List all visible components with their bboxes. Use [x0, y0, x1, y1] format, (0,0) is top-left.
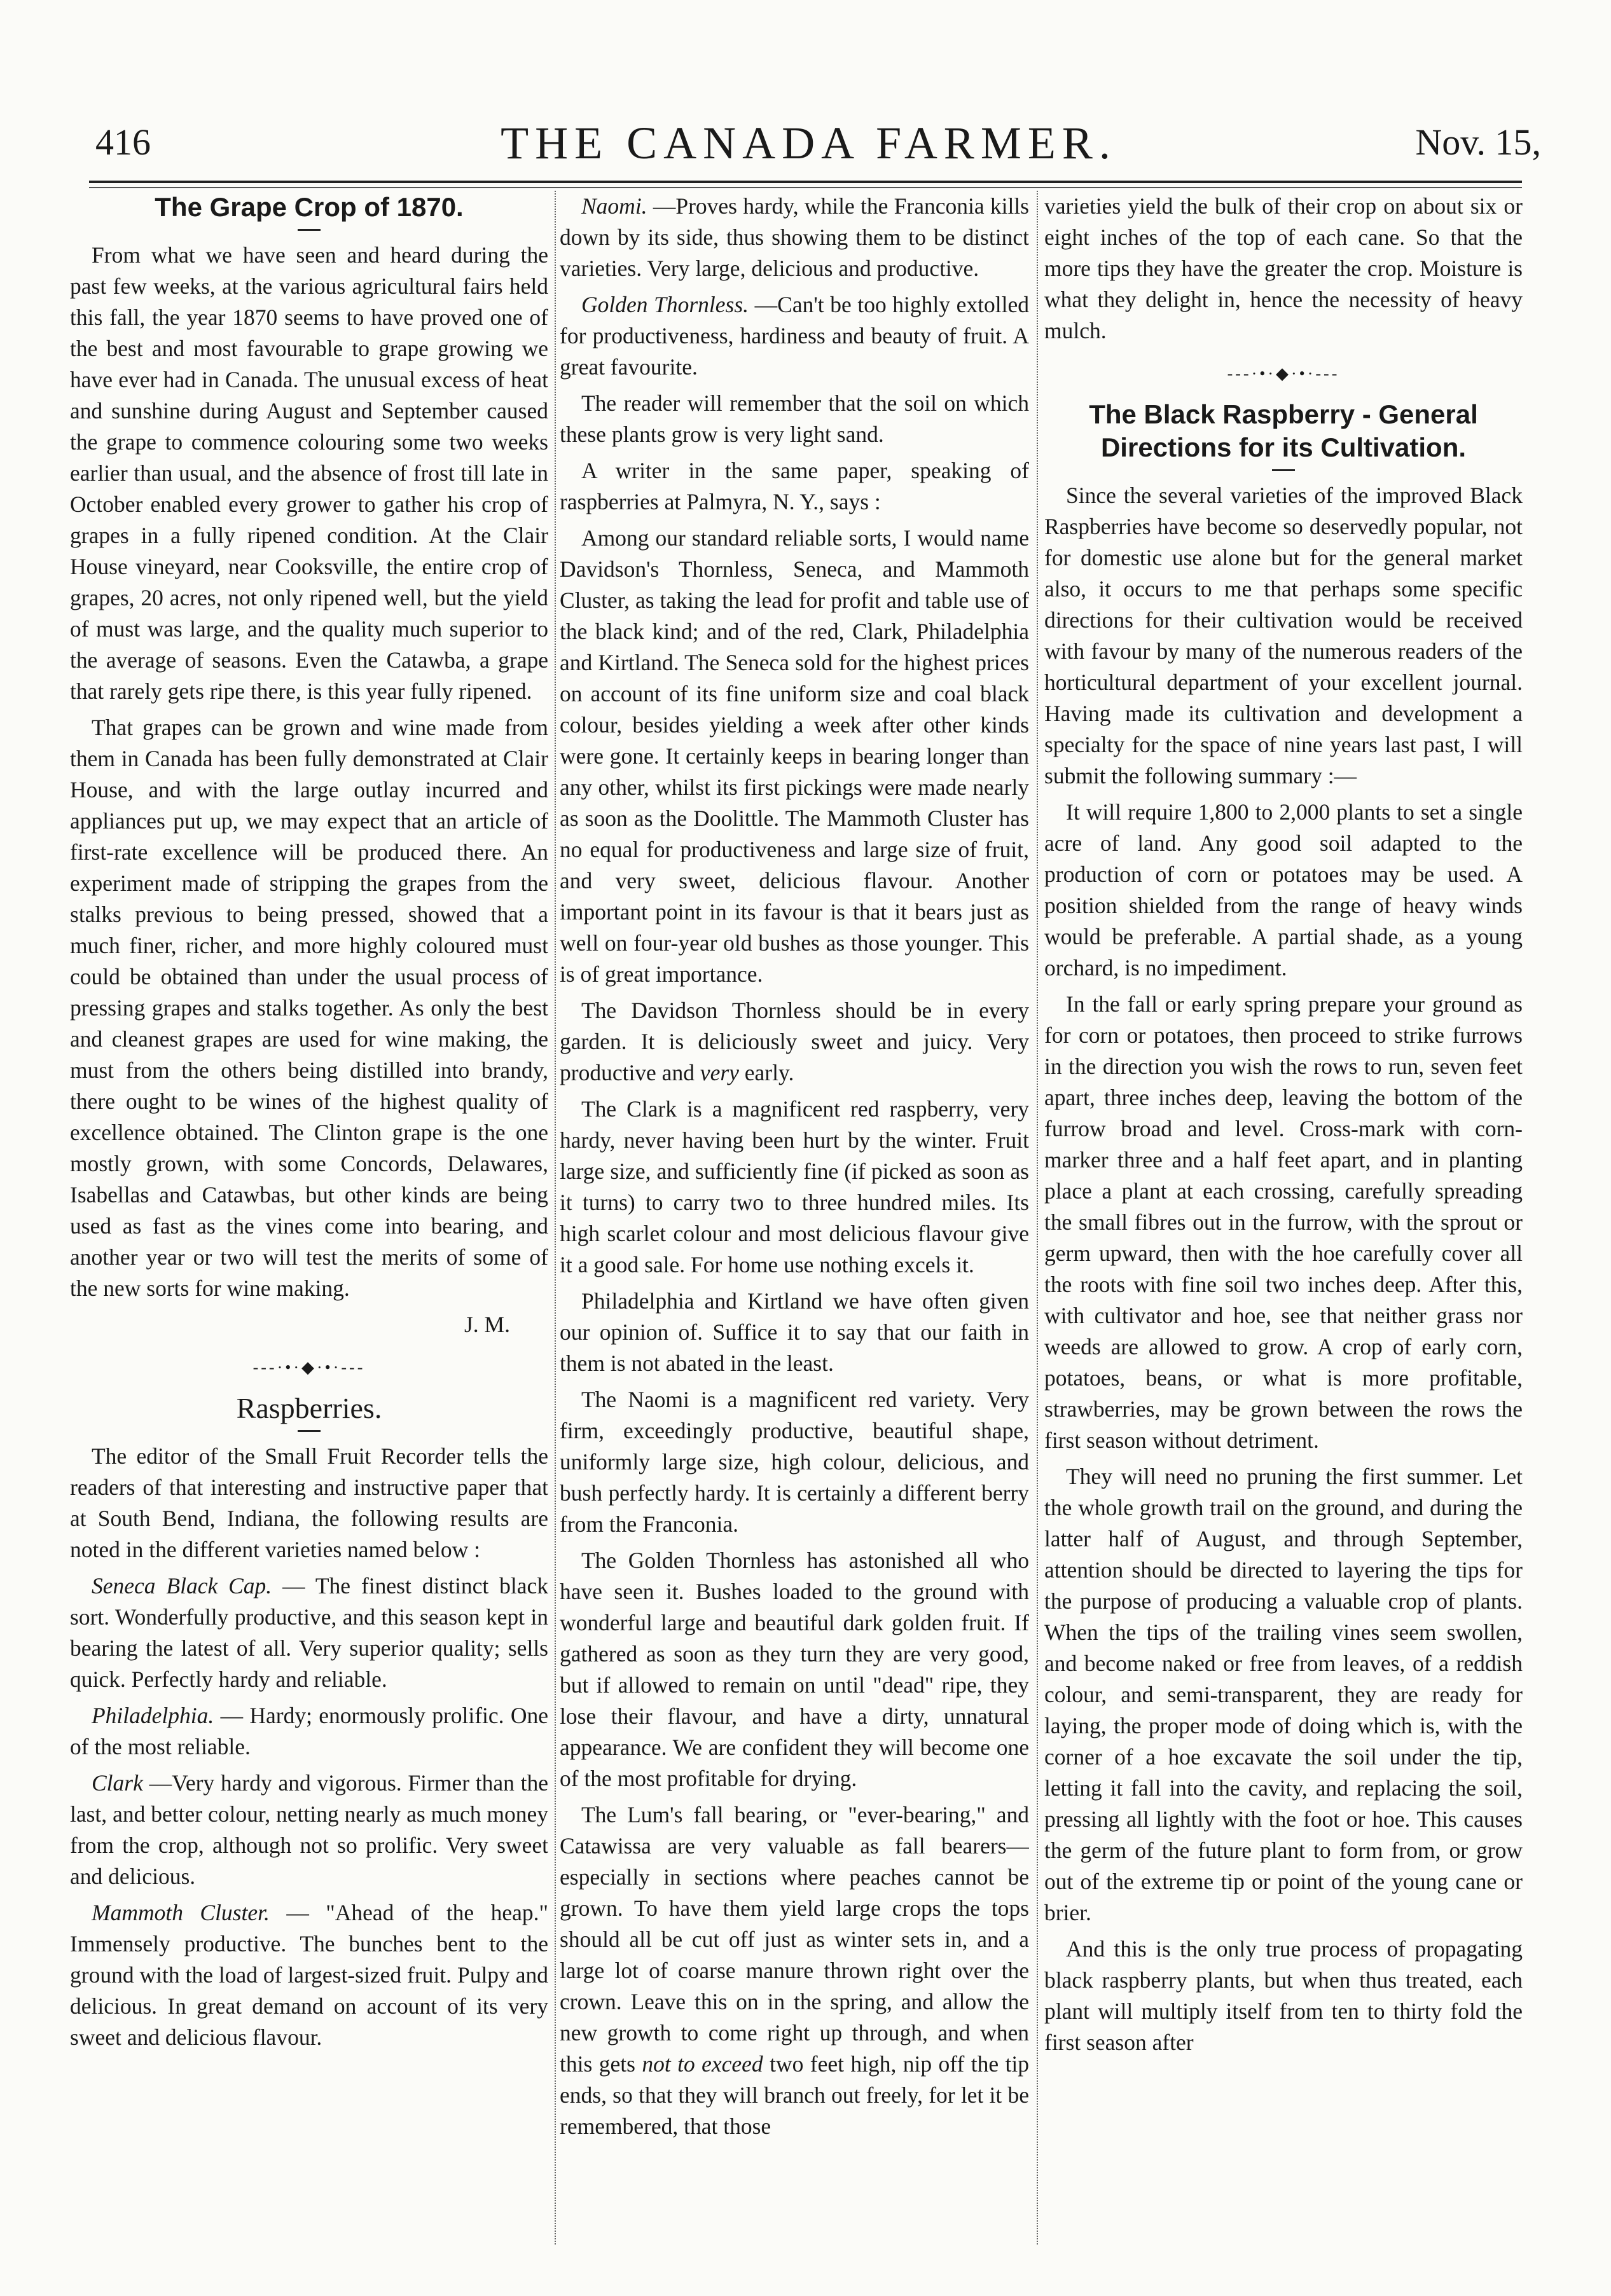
page-number: 416 — [95, 121, 151, 163]
paragraph: The reader will remember that the soil on which these plants grow is very light sand. — [560, 390, 1029, 447]
quoted-paragraph: Among our standard reliable sorts, I would name Davidson's Thornless, Seneca, and Mammoth Cluster, as taking the lead for profit and table use of the black kind; and of the red, Clark, Philadelphia and Kirtland. The Seneca sold for the highest prices on account of its fine uniform size and coal black colour, besides yielding a week after other kinds were gone. It certainly keeps in bearing longer than any other, whilst its first pickings were made nearly as soon as the Doolittle. The Mammoth Cluster has no equal for productiveness and large size of fruit, and very sweet, delicious flavour. Another important point in its favour is that it bears just as well on four-year old bushes as those younger. This is of great importance. — [560, 525, 1029, 987]
article-heading-grape-crop: The Grape Crop of 1870. — [155, 192, 464, 222]
column-divider — [555, 191, 556, 2244]
variety-text: — "Ahead of the heap." Immensely productive. The bunches bent to the ground with the load of largest-sized fruit. Pulpy and delicious. In great demand on account of its very sweet and delicious flavour. — [70, 1900, 548, 2050]
variety-name: Philadelphia. — [92, 1703, 214, 1728]
variety-name: Seneca Black Cap. — [92, 1573, 272, 1598]
paragraph: They will need no pruning the first summer. Let the whole growth trail on the ground, and during the latter half of August, and through September, attention should be directed to layering the tips for the purpose of producing a valuable crop of plants. When the tips of the trailing vines seem swollen, and become naked or free from leaves, of a reddish colour, and semi-transparent, they are ready for laying, the proper mode of doing which is, with the corner of a hoe excavate the soil under the tip, letting it fall into the cavity, and replacing the soil, pressing all lightly with the foot or hoe. This causes the germ of the future plant to form from, or grow out of the extreme tip or point of the young cane or brier. — [1044, 1464, 1523, 1925]
masthead-rule-thin — [89, 187, 1522, 188]
variety-name: Clark — [92, 1770, 143, 1796]
variety-text: —Can't be too highly extolled for productiveness, hardiness and beauty of fruit. A great favourite. — [560, 292, 1029, 380]
paragraph: In the fall or early spring prepare your ground as for corn or potatoes, then proceed to strike furrows in the direction you wish the rows to run, seven feet apart, three inches deep, leaving the bottom of the furrow broad and level. Cross-mark with corn-marker three and a half feet apart, and in planting place a plant at each crossing, carefully spreading the small fibres out in the furrow, with the sprout or germ upward, then with the hoe carefully cover all the roots with fine soil two inches deep. After this, with cultivator and hoe, see that neither grass nor weeds are allowed to grow. A crop of early corn, potatoes, beans, or what is more profitable, strawberries, may be grown between the rows the first season without detriment. — [1044, 991, 1523, 1453]
section-ornament: ---·•·◆·•·--- — [252, 1358, 366, 1377]
column-3 — [1044, 191, 1523, 2257]
variety-entry — [560, 289, 1029, 383]
paragraph: Since the several varieties of the improved Black Raspberries have become so deservedly popular, not for domestic use alone but for the general market also, it occurs to me that perhaps some specific directions for their cultivation would be received with favour by many of the numerous readers of the horticultural department of your excellent journal. Having made its cultivation and development a specialty for the space of nine years last past, I will submit the following summary :— — [1044, 483, 1523, 788]
text: The Lum's fall bearing, or "ever-bearing," and Catawissa are very valuable as fall bearers—especially in sections where peaches cannot be grown. To have them yield large crops the tops should all be cut off just as winter sets in, and a large lot of coarse manure thrown right over the crown. Leave this on in the spring, and allow the new growth to come right up through, and when this gets — [560, 1802, 1029, 2077]
text: two feet high, nip off the tip ends, so that they will branch out freely, for let it be remembered, that those — [560, 2051, 1029, 2139]
variety-entry — [560, 191, 1029, 284]
paragraph: That grapes can be grown and wine made from them in Canada has been fully demonstrated at Clair House, and with the large outlay incurred and appliances put up, we may expect that an article of first-rate excellence will be produced there. An experiment made of stripping the grapes from the stalks previous to being pressed, showed that a much finer, richer, and more highly coloured must could be obtained than under the usual process of pressing grapes and stalks together. As only the best and cleanest grapes are used for wine making, the must from the others being distilled into brandy, there ought to be wines of the highest quality of excellence obtained. The Clinton grape is the one mostly grown, with some Concords, Delawares, Isabellas and Catawbas, but other kinds are being used as fast as the vines come into bearing, and another year or two will test the merits of some of the new sorts for wine making. — [70, 715, 548, 1301]
paragraph: It will require 1,800 to 2,000 plants to set a single acre of land. Any good soil adapted to the production of corn or potatoes may be used. A position shielded from the range of heavy winds would be preferable. A partial shade, as a young orchard, is no impediment. — [1044, 799, 1523, 980]
variety-text: —Very hardy and vigorous. Firmer than the last, and better colour, netting nearly as much money from the crop, although not so prolific. Very sweet and delicious. — [70, 1770, 548, 1889]
variety-text: — Hardy; enormously prolific. One of the most reliable. — [70, 1703, 548, 1759]
article-heading-raspberries: Raspberries. — [236, 1392, 382, 1424]
masthead — [76, 108, 1541, 178]
paragraph — [560, 995, 1029, 1089]
newspaper-title: THE CANADA FARMER. — [501, 118, 1117, 168]
variety-entry — [70, 1897, 548, 2053]
variety-entry — [70, 1571, 548, 1695]
column-1 — [70, 191, 548, 2257]
column-2 — [560, 191, 1029, 2257]
emphasis: very — [700, 1060, 739, 1085]
issue-date: Nov. 15, — [1415, 121, 1541, 163]
heading-dash — [1272, 469, 1295, 471]
paragraph: From what we have seen and heard during the past few weeks, at the various agricultural fairs held this fall, the year 1870 seems to have proved one of the best and most favourable to grape growing we have ever had in Canada. The unusual excess of heat and sunshine during August and September caused the grape to commence colouring some two weeks earlier than usual, and the absence of frost till late in October enabled every grower to gather his crop of grapes in a fully ripened condition. At the Clair House vineyard, near Cooksville, the entire crop of grapes, 20 acres, not only ripened well, but the yield of must was large, and the quality much superior to the average of seasons. Even the Catawba, a grape that rarely gets ripe there, is this year fully ripened. — [70, 242, 548, 704]
variety-name: Mammoth Cluster. — [92, 1900, 270, 1925]
paragraph: The Clark is a magnificent red raspberry, very hardy, never having been hurt by the winter. Fruit large size, and sufficiently fine (if picked as soon as it turns) to carry two to three hundred miles. Its high scarlet colour and most delicious flavour give it a good sale. For home use nothing excels it. — [560, 1096, 1029, 1277]
text: early. — [738, 1060, 794, 1085]
text: The Davidson Thornless should be in every garden. It is deliciously sweet and juicy. Very productive and — [560, 998, 1029, 1085]
paragraph: The Naomi is a magnificent red variety. Very firm, exceedingly productive, beautiful shape, uniformly large size, high colour, delicious, and bush perfectly hardy. It is certainly a different berry from the Franconia. — [560, 1387, 1029, 1537]
paragraph: The Golden Thornless has astonished all who have seen it. Bushes loaded to the ground with wonderful large and beautiful dark golden fruit. If gathered as soon as they turn they are very good, but if allowed to remain on until "dead" ripe, they lose their flavour, and have a dirty, unnatural appearance. We are confident they will become one of the most profitable for drying. — [560, 1548, 1029, 1791]
paragraph: And this is the only true process of propagating black raspberry plants, but when thus treated, each plant will multiply itself from ten to thirty fold the first season after — [1044, 1936, 1523, 2055]
heading-dash — [298, 1430, 321, 1432]
masthead-rule — [89, 181, 1522, 183]
heading-dash — [298, 229, 321, 231]
paragraph: A writer in the same paper, speaking of raspberries at Palmyra, N. Y., says : — [560, 458, 1029, 514]
emphasis: not to exceed — [642, 2051, 763, 2077]
paragraph: Philadelphia and Kirtland we have often given our opinion of. Suffice it to say that our faith in them is not abated in the least. — [560, 1288, 1029, 1376]
variety-entry — [70, 1700, 548, 1763]
variety-text: — The finest distinct black sort. Wonderfully productive, and this season kept in bearing the latest of all. Very superior quality; sells quick. Perfectly hardy and reliable. — [70, 1573, 548, 1692]
paragraph — [560, 1799, 1029, 2142]
variety-name: Naomi. — [581, 193, 647, 219]
paragraph-continued: varieties yield the bulk of their crop on about six or eight inches of the top of each cane. So that the more tips they have the greater the crop. Moisture is what they delight in, hence the necessity of heavy mulch. — [1044, 193, 1523, 343]
variety-entry — [70, 1768, 548, 1892]
paragraph: The editor of the Small Fruit Recorder tells the readers of that interesting and instructive paper that at South Bend, Indiana, the following results are noted in the different varieties named below : — [70, 1443, 548, 1562]
variety-text: —Proves hardy, while the Franconia kills down by its side, thus showing them to be distinct varieties. Very large, delicious and productive. — [560, 193, 1029, 281]
column-divider — [1037, 191, 1038, 2244]
article-heading-black-raspberry: The Black Raspberry - General Directions for its Cultivation. — [1089, 399, 1478, 462]
signature: J. M. — [464, 1312, 510, 1337]
section-ornament: ---·•·◆·•·--- — [1227, 364, 1340, 383]
variety-name: Golden Thornless. — [581, 292, 749, 317]
